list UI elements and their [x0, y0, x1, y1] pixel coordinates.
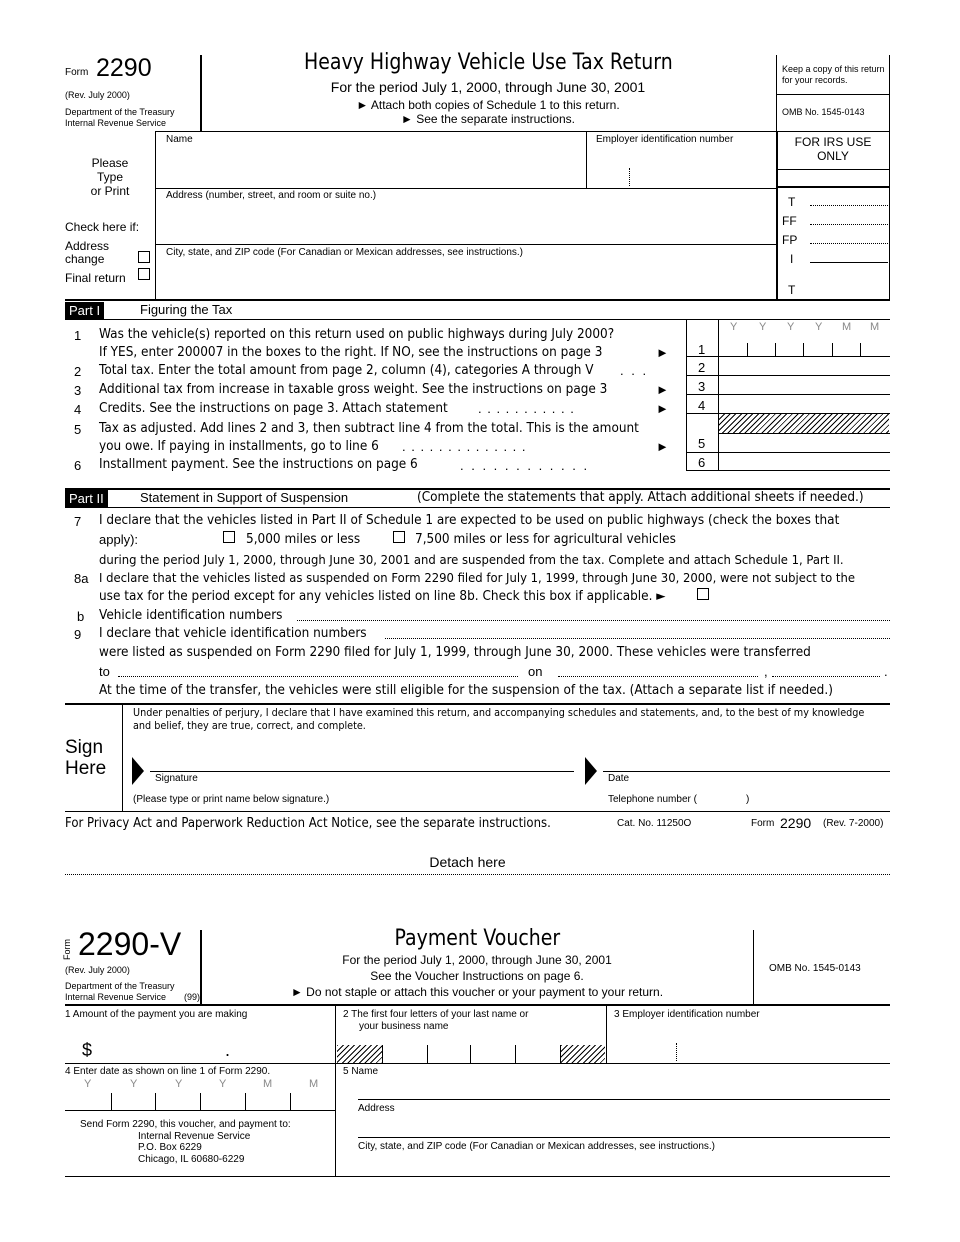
address-label: Address (number, street, and room or suite no.): [166, 190, 377, 201]
voucher-number: 2290-V: [78, 926, 182, 962]
type-name-label: (Please type or print name below signature.): [133, 794, 330, 805]
line-1-date-input[interactable]: [719, 335, 889, 356]
agency: Internal Revenue Service: [65, 118, 167, 128]
final-return-checkbox[interactable]: [138, 268, 150, 280]
part1-title: Figuring the Tax: [140, 302, 233, 317]
name-field[interactable]: [162, 147, 582, 185]
transfer-date-input[interactable]: [558, 662, 758, 676]
final-return-label: Final return: [65, 271, 126, 285]
instructions-note: ► See the separate instructions.: [401, 112, 575, 126]
line-3-text: Additional tax from increase in taxable gross weight. See the instructions on page 3: [99, 382, 608, 397]
irs-code-fp: FP: [782, 233, 798, 247]
voucher-form-label: Form: [62, 939, 72, 960]
address-field[interactable]: [162, 204, 768, 242]
keep-copy-note: Keep a copy of this return for your records.: [782, 64, 885, 85]
voucher-f2-label: 2 The first four letters of your last name or: [343, 1009, 529, 1020]
box-1-label: 1: [698, 342, 706, 357]
privacy-notice: For Privacy Act and Paperwork Reduction Act Notice, see the separate instructions.: [65, 816, 551, 831]
voucher-f3-label: 3 Employer identification number: [614, 1009, 760, 1020]
ein-label: Employer identification number: [596, 134, 734, 145]
voucher-city-input[interactable]: [358, 1154, 888, 1174]
voucher-code: (99): [184, 992, 201, 1002]
line-9-on: on: [528, 664, 543, 679]
line-5-amount[interactable]: [719, 434, 889, 452]
line-8a-text: I declare that the vehicles listed as suspended on Form 2290 filed for July 1, 1999, through June 30, 2000, were not subject to the: [99, 570, 856, 585]
form-number: 2290: [96, 54, 152, 82]
line-4-text: Credits. See the instructions on page 3. Attach statement: [99, 401, 448, 416]
voucher-address-label: Address: [358, 1103, 395, 1114]
line-7-period: during the period July 1, 2000, through June 30, 2001 and are suspended from the tax. Complete and attach Schedule 1, Part II.: [99, 552, 844, 567]
signature-field[interactable]: [150, 750, 574, 771]
irs-use-only: FOR IRS USE ONLY: [794, 135, 872, 163]
box-2-label: 2: [698, 360, 706, 375]
voucher-period: For the period July 1, 2000, through June 30, 2001: [342, 953, 612, 967]
box-4-label: 4: [698, 398, 706, 413]
line-8a-checkbox[interactable]: [697, 588, 709, 600]
omb-number: OMB No. 1545-0143: [782, 107, 865, 117]
irs-code-t: T: [788, 195, 796, 209]
line-9-text-2: were listed as suspended on Form 2290 filed for July 1, 1999, through June 30, 2000. These vehicles were transferred: [99, 645, 811, 660]
please-type-label: Please Type or Print: [90, 156, 130, 198]
date-arrow-icon: [585, 757, 597, 785]
tax-period: For the period July 1, 2000, through June 30, 2001: [330, 79, 646, 95]
line-2-amount[interactable]: [719, 357, 889, 375]
7500-miles-checkbox[interactable]: [393, 531, 405, 543]
voucher-omb: OMB No. 1545-0143: [769, 963, 861, 974]
attach-note: ► Attach both copies of Schedule 1 to this return.: [356, 98, 620, 112]
voucher-name-input[interactable]: [358, 1080, 888, 1098]
voucher-ein-input[interactable]: [612, 1040, 882, 1062]
line-4-amount[interactable]: [719, 395, 889, 413]
ein-field[interactable]: [592, 149, 772, 185]
box-3-label: 3: [698, 379, 706, 394]
line-9-text: I declare that vehicle identification numbers: [99, 626, 367, 641]
voucher-f1-label: 1 Amount of the payment you are making: [65, 1009, 248, 1020]
signature-date-field[interactable]: [603, 750, 890, 771]
transferee-input[interactable]: [118, 662, 518, 676]
voucher-f4-label: 4 Enter date as shown on line 1 of Form 2290.: [65, 1066, 271, 1077]
city-field[interactable]: [162, 260, 768, 296]
voucher-agency: Internal Revenue Service: [65, 992, 167, 1002]
5000-miles-label: 5,000 miles or less: [246, 532, 361, 547]
dollar-sign: $: [82, 1040, 93, 1060]
footer-revision: (Rev. 7-2000): [823, 818, 884, 829]
line-7-apply: apply):: [99, 532, 139, 547]
line-9-to: to: [99, 664, 110, 679]
vin-input-9[interactable]: [385, 624, 890, 638]
voucher-f2-label-2: your business name: [359, 1021, 449, 1032]
revision: (Rev. July 2000): [65, 90, 130, 100]
voucher-instructions: See the Voucher Instructions on page 6.: [370, 969, 584, 983]
check-here-label: Check here if:: [65, 220, 140, 234]
voucher-title-block: [201, 926, 753, 951]
line-2-text: Total tax. Enter the total amount from page 2, column (4), categories A through V: [99, 363, 594, 378]
voucher-no-staple: ► Do not staple or attach this voucher or your payment to your return.: [290, 985, 664, 999]
mailing-address: Send Form 2290, this voucher, and payment to: Internal Revenue Service P.O. Box 6229 Chicago, IL 60680-6229: [80, 1119, 291, 1165]
transfer-year-input[interactable]: [772, 662, 880, 676]
line-6-amount[interactable]: [719, 453, 889, 470]
department: Department of the Treasury: [65, 107, 175, 117]
signature-label: Signature: [155, 773, 198, 784]
sign-here-label: Sign Here: [65, 737, 107, 779]
line-5b-text: you owe. If paying in installments, go to line 6: [99, 439, 379, 454]
payment-amount-input[interactable]: [100, 1040, 330, 1062]
telephone-field[interactable]: [710, 792, 746, 806]
part2-title: Statement in Support of Suspension: [140, 490, 349, 505]
city-label: City, state, and ZIP code (For Canadian or Mexican addresses, see instructions.): [166, 247, 524, 258]
telephone-label: Telephone number (: [608, 794, 697, 805]
line-1-text: Was the vehicle(s) reported on this return used on public highways during July 2000?: [99, 327, 615, 342]
voucher-department: Department of the Treasury: [65, 981, 175, 991]
part1-label: Part I: [65, 302, 104, 319]
part2-label: Part II: [65, 490, 108, 507]
address-change-label-2: change: [65, 252, 105, 266]
voucher-address-input[interactable]: [358, 1116, 888, 1136]
part2-note: (Complete the statements that apply. Attach additional sheets if needed.): [417, 490, 864, 505]
line-1b-text: If YES, enter 200007 in the boxes to the right. If NO, see the instructions on page 3: [99, 345, 603, 360]
line-8b-label: Vehicle identification numbers: [99, 608, 283, 623]
signature-arrow-icon: [132, 757, 144, 785]
irs-code-ff: FF: [782, 214, 797, 228]
vin-input-8b[interactable]: [297, 606, 890, 620]
box-6-label: 6: [698, 455, 706, 470]
address-change-checkbox[interactable]: [138, 251, 150, 263]
name-label: Name: [166, 134, 193, 145]
irs-code-t2: T: [788, 283, 796, 297]
line-7-text: I declare that the vehicles listed in Part II of Schedule 1 are expected to be used on public highways (check the boxes that: [99, 513, 840, 528]
irs-code-i: I: [790, 252, 794, 266]
form-title: Heavy Highway Vehicle Use Tax Return: [303, 50, 673, 75]
line-5-text: Tax as adjusted. Add lines 2 and 3, then subtract line 4 from the total. This is the amount: [99, 421, 639, 436]
line-8a-text-2: use tax for the period except for any vehicles listed on line 8b. Check this box if applicable. ►: [99, 589, 666, 604]
name-control-input[interactable]: [383, 1045, 559, 1063]
voucher-f5-label: 5 Name: [343, 1066, 379, 1077]
date-label: Date: [608, 773, 630, 784]
address-change-label: Address: [65, 239, 110, 253]
line-3-amount[interactable]: [719, 376, 889, 394]
title-block: [201, 50, 775, 75]
voucher-revision: (Rev. July 2000): [65, 965, 130, 975]
catalog-number: Cat. No. 11250O: [617, 818, 692, 829]
voucher-city-label: City, state, and ZIP code (For Canadian or Mexican addresses, see instructions.): [358, 1141, 716, 1152]
voucher-title: Payment Voucher: [394, 926, 560, 951]
footer-form-number: 2290: [780, 815, 812, 831]
5000-miles-checkbox[interactable]: [223, 531, 235, 543]
7500-miles-label: 7,500 miles or less for agricultural vehicles: [415, 532, 676, 547]
form-label: Form: [65, 67, 89, 78]
line-6-text: Installment payment. See the instructions on page 6: [99, 457, 418, 472]
perjury-statement: Under penalties of perjury, I declare that I have examined this return, and accompanying schedules and statements, and, to the best of my knowledge and belief, they are true, correct, and complete.: [133, 707, 865, 732]
line-9-text-3: At the time of the transfer, the vehicles were still eligible for the suspension of the tax. (Attach a separate list if needed.): [99, 683, 833, 698]
detach-here: Detach here: [429, 854, 506, 870]
box-5-label: 5: [698, 436, 706, 451]
